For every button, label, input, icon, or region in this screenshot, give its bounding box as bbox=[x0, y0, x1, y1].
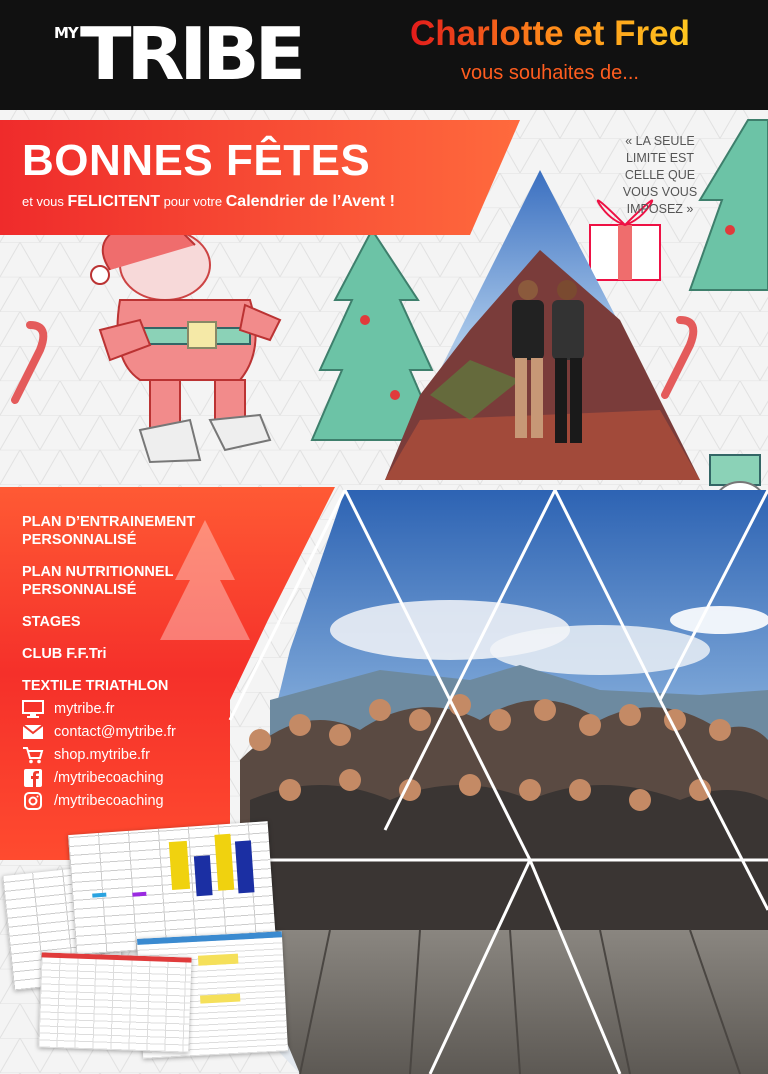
contact-facebook-text[interactable]: /mytribecoaching bbox=[54, 769, 164, 786]
greeting-names-text: Charlotte et Fred bbox=[409, 14, 691, 53]
training-plan-document bbox=[38, 952, 191, 1052]
quote-line: « LA SEULE bbox=[625, 134, 695, 148]
service-club: CLUB F.F.Tri bbox=[22, 646, 107, 662]
motivational-quote bbox=[590, 133, 730, 218]
quote-line: VOUS VOUS bbox=[622, 185, 698, 199]
service-textile: TEXTILE TRIATHLON bbox=[22, 678, 169, 694]
envelope-icon bbox=[22, 723, 44, 741]
contact-shop[interactable] bbox=[22, 743, 176, 766]
logo-prefix: MY bbox=[54, 24, 78, 42]
contact-email[interactable] bbox=[22, 720, 176, 743]
banner-sub-part1: et vous bbox=[22, 194, 68, 209]
logo-main: TRIBE bbox=[80, 12, 301, 96]
quote-line: IMPOSEZ » bbox=[626, 202, 694, 216]
banner-sub-bold2: Calendrier de l’Avent ! bbox=[225, 193, 395, 210]
facebook-icon bbox=[22, 769, 44, 787]
greeting-names bbox=[360, 14, 740, 54]
monitor-icon bbox=[22, 700, 44, 718]
contact-website[interactable] bbox=[22, 697, 176, 720]
services-list bbox=[22, 513, 322, 709]
service-nutrition-plan: PLAN NUTRITIONNEL PERSONNALISÉ bbox=[22, 564, 174, 598]
service-training-plan: PLAN D’ENTRAINEMENT PERSONNALISÉ bbox=[22, 514, 196, 548]
banner-sub-part2: pour votre bbox=[159, 194, 226, 209]
banner-sub-bold1: FELICITENT bbox=[67, 193, 160, 210]
quote-line: CELLE QUE bbox=[624, 168, 696, 182]
cart-icon bbox=[22, 746, 44, 764]
instagram-icon bbox=[22, 792, 44, 810]
banner-subtitle bbox=[22, 193, 395, 211]
contact-instagram-text[interactable]: /mytribecoaching bbox=[54, 792, 164, 809]
greeting-wish: vous souhaites de... bbox=[461, 62, 639, 84]
contact-instagram[interactable] bbox=[22, 789, 176, 812]
contact-website-text[interactable]: mytribe.fr bbox=[54, 700, 115, 717]
contact-facebook[interactable] bbox=[22, 766, 176, 789]
quote-line: LIMITE EST bbox=[625, 151, 695, 165]
contact-list bbox=[22, 697, 176, 812]
service-stages: STAGES bbox=[22, 614, 81, 630]
contact-email-text[interactable]: contact@mytribe.fr bbox=[54, 723, 176, 740]
banner-title: BONNES FÊTES bbox=[22, 136, 371, 185]
contact-shop-text[interactable]: shop.mytribe.fr bbox=[54, 746, 150, 763]
